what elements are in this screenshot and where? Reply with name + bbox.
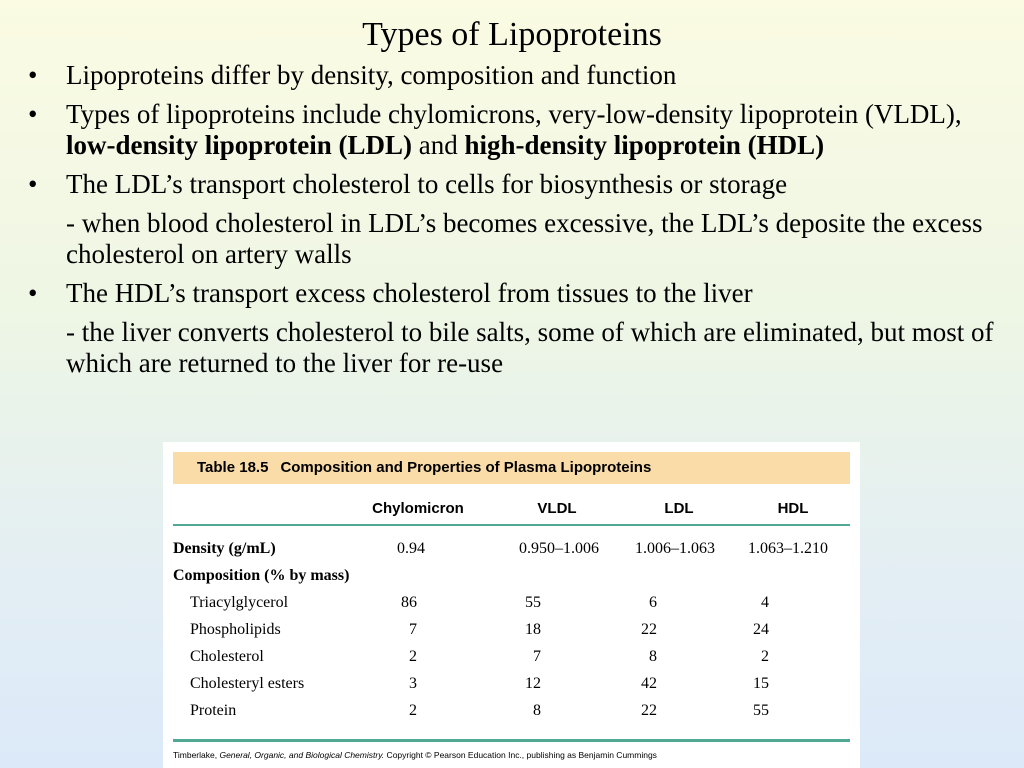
credit-author: Timberlake, [173, 750, 220, 760]
row-label: Triacylglycerol [190, 594, 289, 611]
table-cell: 42 [641, 675, 657, 692]
bullet-dot: • [28, 169, 38, 199]
table-row [173, 590, 850, 616]
bullet-text-mid: and [412, 130, 465, 160]
table-row-composition-heading [173, 563, 850, 589]
row-label: Protein [190, 702, 237, 719]
bullet-text: The LDL’s transport cholesterol to cells for biosynthesis or storage [66, 169, 788, 199]
row-label: Cholesteryl esters [190, 675, 305, 692]
table-cell: 55 [525, 594, 541, 611]
table-cell: 2 [409, 648, 417, 665]
table-row [173, 698, 850, 724]
table-cell: 2 [409, 702, 417, 719]
table-cell: 18 [525, 621, 541, 638]
table-cell: 0.950–1.006 [519, 540, 599, 557]
column-header-vldl: VLDL [537, 500, 577, 517]
table-cell: 3 [409, 675, 417, 692]
table-cell: 15 [753, 675, 769, 692]
bullet-subtext: - the liver converts cholesterol to bile salts, some of which are eliminated, but most of which are returned to the liver for re-use [66, 317, 994, 378]
table-cell: 0.94 [397, 540, 425, 557]
bullet-list [26, 60, 1016, 387]
table-caption [173, 452, 850, 484]
column-header-ldl: LDL [664, 500, 694, 517]
lipoprotein-table-figure [163, 442, 860, 768]
bullet-text: Lipoproteins differ by density, composition and function [66, 60, 677, 90]
table-cell: 8 [649, 648, 657, 665]
slide-title: Types of Lipoproteins [362, 16, 662, 53]
table-cell: 24 [753, 621, 769, 638]
table-cell: 22 [641, 621, 657, 638]
bullet-dot: • [28, 278, 38, 308]
table-cell: 1.063–1.210 [748, 540, 828, 557]
bullet-dot: • [28, 99, 38, 129]
bullet-item [26, 169, 1016, 200]
bullet-text: Types of lipoproteins include chylomicrons, very-low-density lipoprotein (VLDL), [66, 99, 962, 129]
bullet-dot: • [28, 60, 38, 90]
table-cell: 8 [533, 702, 541, 719]
table-cell: 6 [649, 594, 657, 611]
table-row [173, 617, 850, 643]
bullet-subtext: - when blood cholesterol in LDL’s becomes excessive, the LDL’s deposite the excess cholesterol on artery walls [66, 208, 983, 269]
bold-term-ldl: low-density lipoprotein (LDL) [66, 130, 413, 160]
row-label: Composition (% by mass) [173, 567, 350, 584]
table-cell: 12 [525, 675, 541, 692]
column-header-hdl: HDL [777, 500, 809, 517]
table-row [173, 644, 850, 670]
bold-term-hdl: high-density lipoprotein (HDL) [464, 130, 825, 160]
table-cell: 7 [533, 648, 541, 665]
table-cell: 22 [641, 702, 657, 719]
table-header-row [173, 494, 850, 526]
table-title: Composition and Properties of Plasma Lipoproteins [280, 459, 652, 476]
table-cell: 4 [761, 594, 769, 611]
column-header-chylomicron: Chylomicron [372, 500, 464, 517]
bullet-text: The HDL’s transport excess cholesterol from tissues to the liver [66, 278, 753, 308]
row-label: Cholesterol [190, 648, 264, 665]
table-bottom-rule [173, 739, 850, 742]
table-number: Table 18.5 [197, 459, 269, 476]
table-credit [173, 749, 853, 761]
table-row [173, 671, 850, 697]
table-cell: 86 [401, 594, 417, 611]
table-cell: 55 [753, 702, 769, 719]
row-label: Density (g/mL) [173, 540, 276, 557]
bullet-item [26, 278, 1016, 309]
table-cell: 2 [761, 648, 769, 665]
row-label: Phospholipids [190, 621, 281, 638]
table-row-density [173, 536, 850, 562]
bullet-item [26, 99, 1016, 161]
table-cell: 7 [409, 621, 417, 638]
bullet-item [26, 60, 1016, 91]
credit-book-title: General, Organic, and Biological Chemistry. [219, 750, 385, 760]
credit-copyright: Copyright © Pearson Education Inc., publishing as Benjamin Cummings [384, 750, 657, 760]
table-cell: 1.006–1.063 [635, 540, 715, 557]
